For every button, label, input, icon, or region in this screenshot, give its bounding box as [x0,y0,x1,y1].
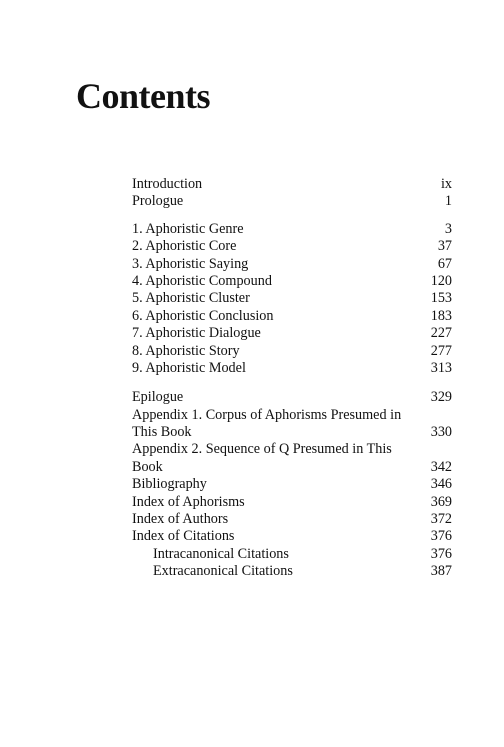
page-title: Contents [76,76,211,116]
toc-entry-page: 277 [430,342,452,359]
toc-entry-page: 227 [430,325,452,342]
toc-entry-title: 7. Aphoristic Dialogue [132,325,261,342]
toc-entry-chapter-7 [132,325,452,342]
toc-entry-title: Epilogue [132,389,184,406]
toc-entry-title: 4. Aphoristic Compound [132,272,272,289]
toc-entry-title: 5. Aphoristic Cluster [132,290,250,307]
table-of-contents [132,176,452,581]
toc-entry-index-of-authors [132,511,452,528]
toc-entry-chapter-2 [132,238,452,255]
toc-entry-prologue [132,193,452,210]
toc-entry-chapter-1 [132,221,452,238]
toc-entry-page: 342 [430,458,452,475]
toc-entry-chapter-9 [132,360,452,377]
front-matter-section [132,176,452,211]
toc-entry-appendix-2 [132,441,452,476]
toc-entry-page: 387 [430,563,452,580]
toc-entry-title: 9. Aphoristic Model [132,359,246,376]
toc-entry-title: Index of Authors [132,511,229,528]
toc-entry-epilogue [132,389,452,406]
toc-entry-appendix-1 [132,407,452,442]
toc-entry-page: 153 [430,290,452,307]
toc-entry-page: 369 [430,493,452,510]
toc-entry-page: 37 [437,238,452,255]
toc-entry-title: Introduction [132,175,203,192]
toc-entry-chapter-6 [132,308,452,325]
toc-entry-page: 183 [430,307,452,324]
toc-entry-page: 376 [430,545,452,562]
toc-entry-chapter-3 [132,256,452,273]
section-gap [132,377,452,389]
toc-entry-page: 1 [444,193,452,210]
toc-entry-page: ix [440,175,452,192]
toc-entry-title: Bibliography [132,476,207,493]
toc-entry-title: 6. Aphoristic Conclusion [132,307,274,324]
toc-entry-title: Index of Aphorisms [132,493,245,510]
toc-entry-page: 346 [430,476,452,493]
toc-entry-page: 376 [430,528,452,545]
chapters-section [132,221,452,378]
toc-entry-title: Appendix 2. Sequence of Q Presumed in This Book [132,441,392,475]
back-matter-section [132,389,452,580]
toc-entry-chapter-4 [132,273,452,290]
toc-entry-introduction [132,176,452,193]
toc-entry-page: 372 [430,511,452,528]
toc-entry-chapter-5 [132,290,452,307]
toc-entry-page: 313 [430,359,452,376]
toc-entry-page: 329 [430,389,452,406]
toc-entry-page: 330 [430,424,452,441]
toc-entry-page: 120 [430,272,452,289]
toc-entry-title: Index of Citations [132,528,235,545]
toc-entry-extracanonical-citations [132,563,452,580]
toc-entry-title: Appendix 1. Corpus of Aphorisms Presumed in This Book [132,406,402,441]
toc-entry-title: 8. Aphoristic Story [132,342,240,359]
toc-entry-bibliography [132,476,452,493]
toc-entry-title: 3. Aphoristic Saying [132,255,249,272]
toc-entry-title: Extracanonical Citations [153,563,293,580]
toc-entry-chapter-8 [132,343,452,360]
toc-entry-title: Intracanonical Citations [153,545,289,562]
toc-entry-index-of-aphorisms [132,494,452,511]
toc-entry-title: 1. Aphoristic Genre [132,220,244,237]
toc-entry-title: Prologue [132,193,184,210]
toc-entry-title: 2. Aphoristic Core [132,238,237,255]
toc-entry-index-of-citations [132,528,452,545]
section-gap [132,211,452,221]
toc-entry-page: 3 [444,220,452,237]
toc-entry-intracanonical-citations [132,546,452,563]
toc-entry-page: 67 [437,255,452,272]
